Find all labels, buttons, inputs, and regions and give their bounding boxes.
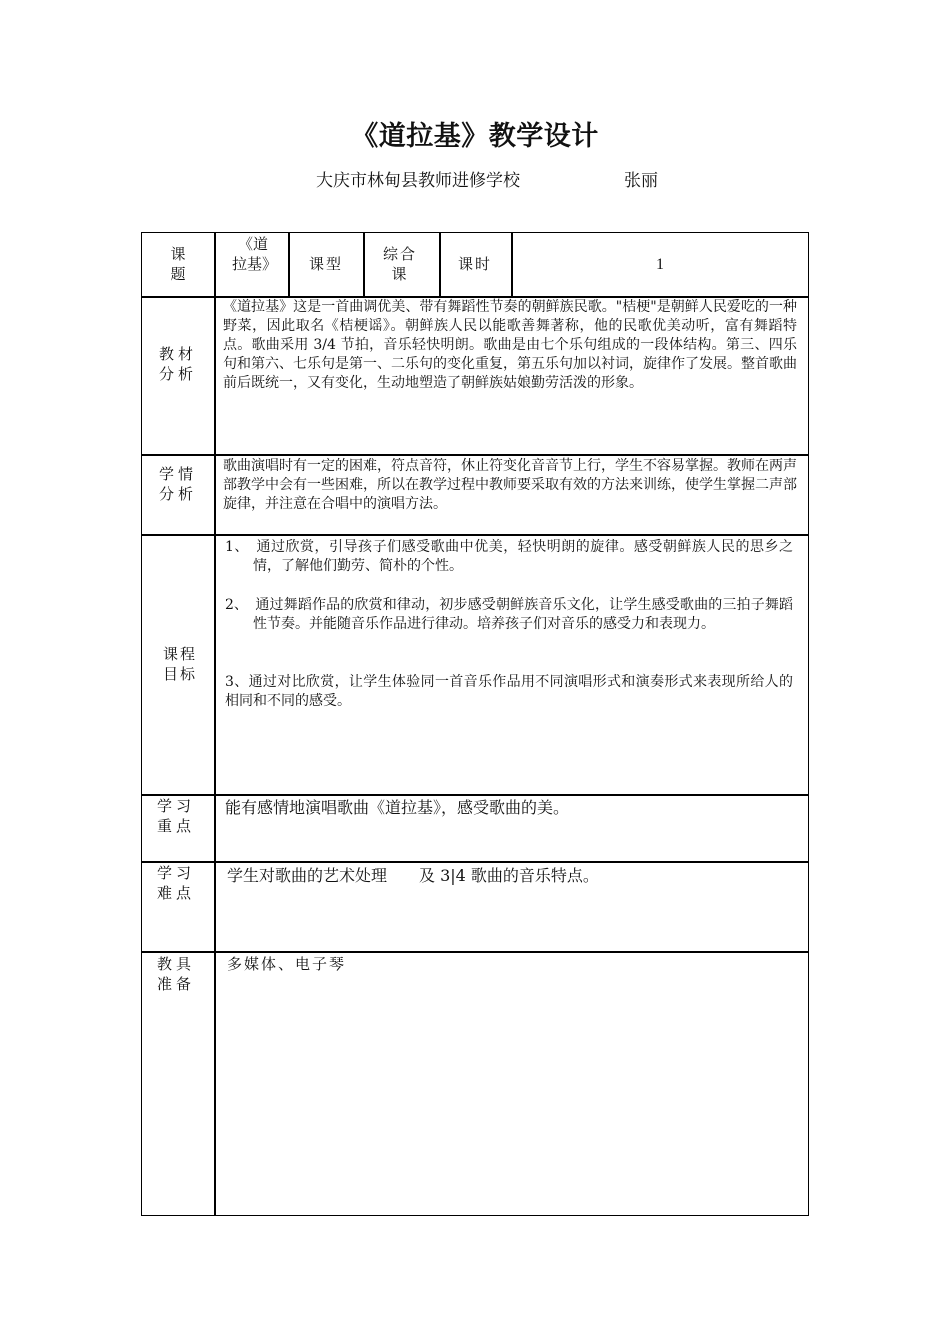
difficulties-text: 学生对歌曲的艺术处理 及 3|4 歌曲的音乐特点。	[227, 866, 599, 885]
author-name: 张丽	[624, 171, 658, 191]
topic-value-text: 《道拉基》	[232, 235, 278, 273]
students-text: 歌曲演唱时有一定的困难，符点音符，休止符变化音音节上行，学生不容易掌握。教师在两声部教学中会有一些困难，所以在教学过程中教师要采取有效的方法来训练，使学生掌握二声部旋律，并注意在合唱中的演唱方法。	[223, 458, 797, 512]
row-divider	[141, 454, 809, 456]
key-points-text: 能有感情地演唱歌曲《道拉基》，感受歌曲的美。	[225, 798, 570, 817]
difficulties-label-text: 学习难点	[156, 864, 195, 902]
page-title: 《道拉基》教学设计	[351, 121, 599, 152]
row-divider	[141, 794, 809, 796]
goals-list	[225, 538, 793, 711]
key-points-label	[146, 796, 206, 836]
hours-label: 课时	[457, 255, 492, 273]
tools-label	[146, 954, 206, 994]
hours-value: 1	[656, 256, 664, 273]
topic-label-text: 课 题	[170, 245, 201, 283]
goal-item-1: 1、 通过欣赏，引导孩子们感受歌曲中优美，轻快明朗的旋律。感受朝鲜族人民的思乡之情，了解他们勤劳、简朴的个性。	[225, 539, 793, 574]
goal-item-3: 3、通过对比欣赏，让学生体验同一首音乐作品用不同演唱形式和演奏形式来表现所给人的相同和不同的感受。	[225, 674, 793, 709]
material-label	[146, 344, 210, 384]
row-divider	[141, 951, 809, 953]
school-name: 大庆市林甸县教师进修学校	[316, 171, 520, 191]
goals-label	[150, 644, 210, 684]
tools-text: 多媒体、电子琴	[227, 955, 347, 973]
key-points-label-text: 学习重点	[156, 797, 195, 835]
type-value-text: 综合课	[382, 245, 417, 283]
material-label-text: 教材分析	[158, 345, 197, 383]
type-label: 课型	[308, 255, 343, 273]
material-text: 《道拉基》这是一首曲调优美、带有舞蹈性节奏的朝鲜族民歌。"桔梗"是朝鲜人民爱吃的一种野菜，因此取名《桔梗谣》。朝鲜族人民以能歌善舞著称，他的民歌优美动听，富有舞蹈特点。歌曲采用 3/4 节拍，音乐轻快明朗。歌曲是由七个乐句组成的一段体结构。第三、四乐句和第六、七乐句是第一、二乐句的变化重复，第五乐句加以衬词，旋律作了发展。整首歌曲前后既统一，又有变化，生动地塑造了朝鲜族姑娘勤劳活泼的形象。	[223, 299, 797, 391]
topic-label	[152, 244, 204, 284]
label-column-divider	[214, 232, 216, 1216]
tools-label-text: 教具准备	[156, 955, 195, 993]
goal-item-2: 2、 通过舞蹈作品的欣赏和律动，初步感受朝鲜族音乐文化，让学生感受歌曲的三拍子舞蹈性节奏。并能随音乐作品进行律动。培养孩子们对音乐的感受力和表现力。	[225, 597, 793, 632]
goals-label-text: 课程目标	[162, 645, 197, 683]
row-divider	[141, 534, 809, 536]
row-divider	[141, 861, 809, 863]
header-column-divider	[363, 232, 365, 296]
students-label-text: 学情分析	[158, 465, 197, 503]
topic-value	[232, 234, 278, 274]
difficulties-label	[146, 863, 206, 903]
students-label	[146, 464, 210, 504]
type-value	[374, 244, 426, 284]
byline	[316, 166, 658, 191]
